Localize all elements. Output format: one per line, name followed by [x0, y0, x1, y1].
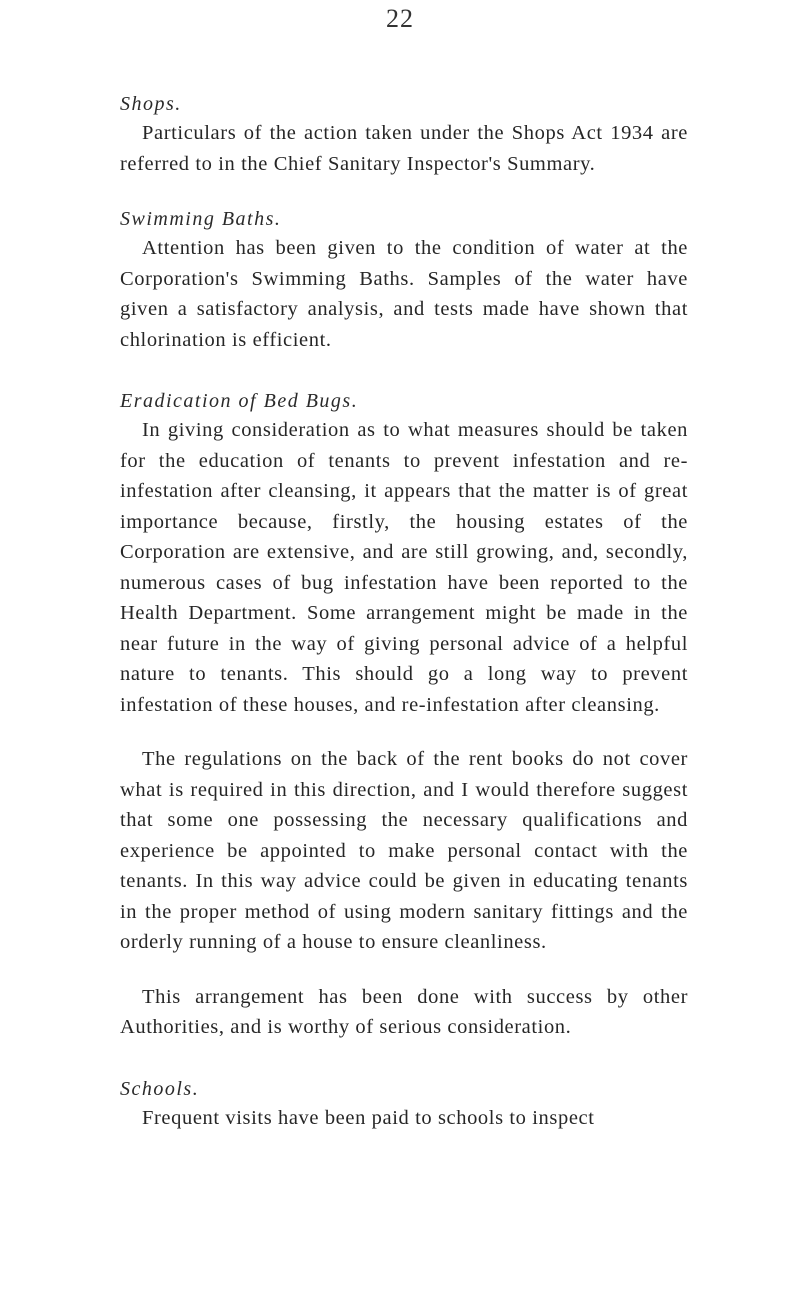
paragraph-schools: Frequent visits have been paid to schools to inspect: [142, 1106, 595, 1129]
paragraph-bed-bugs-3: This arrangement has been done with success by other Authorities, and is worthy of serious consideration.: [120, 985, 688, 1038]
heading-shops: Shops.: [120, 93, 182, 115]
paragraph-shops: Particulars of the action taken under the Shops Act 1934 are referred to in the Chief Sanitary Inspector's Summary.: [120, 122, 688, 175]
paragraph-bed-bugs-2: The regulations on the back of the rent books do not cover what is required in this direction, and I would therefore suggest that some one possessing the necessary qualifications and experience be appointed to make personal contact with the tenants. In this way advice could be given in educating tenants in the proper method of using modern sanitary fittings and the orderly running of a house to ensure cleanliness.: [120, 748, 688, 953]
page-content: [120, 90, 688, 1133]
heading-swimming-baths: Swimming Baths.: [120, 208, 282, 230]
paragraph-bed-bugs-1: In giving consideration as to what measures should be taken for the education of tenants to prevent infestation and re-infestation after cleansing, it appears that the matter is of great importance because, firstly, the housing estates of the Corporation are extensive, and are still growing, and, secondly, numerous cases of bug infestation have been reported to the Health Department. Some arrangement might be made in the near future in the way of giving personal advice of a helpful nature to tenants. This should go a long way to prevent infestation of these houses, and re-infestation after cleansing.: [120, 419, 688, 716]
paragraph-swimming-baths: Attention has been given to the condition of water at the Corporation's Swimming Baths. Samples of the water have given a satisfactory analysis, and tests made have shown that chlorination is efficient.: [120, 237, 688, 351]
page-number: 22: [386, 4, 414, 33]
heading-schools: Schools.: [120, 1077, 200, 1100]
heading-bed-bugs: Eradication of Bed Bugs.: [120, 390, 359, 412]
